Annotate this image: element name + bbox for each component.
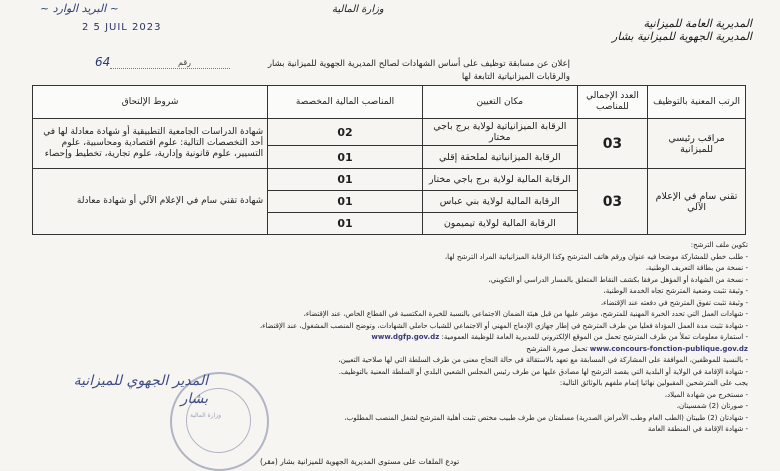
- body-line: [128, 332, 748, 344]
- body-line: - شهادات العمل التي تحدد الخبرة المهنية للمترشح، مؤشر عليها من قبل هيئة الضمان الاجتماعي بالنسبة للخبرة المكتسبة في القطاع الخاص، عند الإقتضاء،: [303, 310, 748, 318]
- header-posts: المناصب المالية المخصصة: [268, 86, 423, 119]
- posts-cell: 02: [268, 119, 423, 146]
- body-line: - شهادة الإقامة في الولاية أو البلدية التي يقصد الترشح لها مصادق عليها من طرف رئيس المجلس الشعبي البلدي أو السلطة المعنية بالتوظيف.: [338, 367, 748, 376]
- header-total: العدد الإجمالي للمناصب: [577, 86, 647, 119]
- body-line: - صورتان (2) شمسيتان،: [676, 402, 748, 410]
- body-line: - شهادتان (2) طبيتان (الطب العام وطب الأمراض الصدرية) مسلمتان من طرف طبيب مختص تثبت أهلية المترشح لشغل المنصب المطلوب،: [344, 413, 748, 422]
- announcement-line-1: إعلان عن مسابقة توظيف على أساس الشهادات لصالح المديرية الجهوية للميزانية بشار: [267, 59, 570, 69]
- announcement: [240, 58, 570, 84]
- directorate-general: المديرية العامة للميزانية: [643, 17, 752, 30]
- jobs-table: [32, 85, 746, 235]
- body-line: - نسخة من الشهادة أو المؤهل مرفقا بكشف النقاط المتعلق بالمسار الدراسي أو التكويني،: [488, 275, 748, 284]
- body-line: تكوين ملف الترشح:: [690, 241, 748, 249]
- signature-line-2: بشار: [180, 391, 208, 407]
- ministry-title: وزارة المالية: [332, 4, 384, 15]
- body-line: [128, 344, 748, 356]
- footer-note: تودع الملفات على مستوى المديرية الجهوية للميزانية بشار (مقر): [260, 457, 460, 466]
- directorate-header: [612, 17, 752, 43]
- seal-ring-text: وزارة المالية: [190, 412, 222, 419]
- header-place: مكان التعيين: [422, 86, 577, 119]
- dotted-line: [110, 68, 230, 69]
- signature-line-1: المدير الجهوي للميزانية: [73, 373, 208, 389]
- body-line: - وثيقة تثبت تفوق المترشح في دفعته عند الإقتضاء،: [600, 298, 748, 307]
- rank-cell: تقني سام في الإعلام الآلي: [648, 169, 746, 235]
- posts-cell: 01: [268, 169, 423, 191]
- form-suffix: تحمل صورة المترشح: [526, 344, 588, 353]
- signature-stamp: [58, 372, 208, 464]
- announcement-line-2: والرقابات الميزانياتية التابعة لها: [461, 72, 570, 82]
- place-cell: الرقابة المالية لولاية تيميمون: [422, 213, 577, 235]
- place-cell: الرقابة الميزانياتية لولاية برج باجي مختار: [422, 119, 577, 146]
- body-line: - بالنسبة للموظفين، الموافقة على المشاركة في المسابقة مع تعهد بالاستقالة في حالة النجاح معنى من طرف السلطة التي لها صلاحية التعيين،: [338, 356, 748, 364]
- posts-cell: 01: [268, 213, 423, 235]
- header-rank: الرتب المعنية بالتوظيف: [648, 86, 746, 119]
- table-row: [33, 169, 746, 191]
- body-line: - مستخرج من شهادة الميلاد،: [664, 390, 748, 399]
- body-line: - وثيقة تثبت وضعية المترشح تجاه الخدمة الوطنية،: [603, 287, 748, 295]
- posts-cell: 01: [268, 191, 423, 213]
- stamp-date: 2 5 JUIL 2023: [82, 22, 162, 33]
- body-line: - شهادة تثبت مدة العمل المؤداة فعليا من طرف المترشح في إطار جهازي الإدماج المهني أو الاجتماعي للشباب حاملي الشهادات، وتوضح المنصب المشغول، عند الإقتضاء،: [259, 321, 748, 330]
- raqm-label: رقم: [178, 58, 192, 67]
- body-line: يجب على المترشحين المقبولين نهائيا إتمام ملفهم بالوثائق التالية:: [559, 379, 748, 387]
- place-cell: الرقابة المالية لولاية برج باجي مختار: [422, 169, 577, 191]
- body-line: - طلب خطي للمشاركة موضحا فيه عنوان ورقم هاتف المترشح وكذا الرقابة الميزانياتية المراد الترشح لها،: [444, 252, 748, 261]
- table-header-row: [33, 86, 746, 119]
- conditions-cell: شهادة تقني سام في الإعلام الآلي أو شهادة معادلة: [33, 169, 268, 235]
- header-conditions: شروط الإلتحاق: [33, 86, 268, 119]
- stamp-line: ~ البريد الوارد ~: [40, 2, 119, 15]
- body-line: - شهادة الإقامة في المنطقة العامة: [647, 425, 748, 433]
- rank-cell: مراقب رئيسي للميزانية: [648, 119, 746, 169]
- posts-cell: 01: [268, 146, 423, 169]
- directorate-regional: المديرية الجهوية للميزانية بشار: [612, 30, 752, 43]
- url-dgfp[interactable]: www.dgfp.gov.dz: [371, 333, 440, 341]
- conditions-cell: شهادة الدراسات الجامعية التطبيقية أو شهادة معادلة لها في أحد التخصصات التالية: علوم اقتصادية ومحاسبية، علوم التسيير، علوم قانونية وإدارية، علوم تجارية، تخطيط وإحصاء: [33, 119, 268, 169]
- total-cell: 03: [577, 119, 647, 169]
- form-line: - استمارة معلومات تملأ من طرف المترشح تحمل من الموقع الإلكتروني للمديرية العامة للوظيفة العمومية:: [441, 333, 748, 341]
- body-line: - نسخة من بطاقة التعريف الوطنية،: [645, 264, 748, 272]
- received-stamp: [22, 0, 172, 48]
- total-cell: 03: [577, 169, 647, 235]
- place-cell: الرقابة المالية لولاية بني عباس: [422, 191, 577, 213]
- stamp-mark: 64: [95, 55, 111, 69]
- place-cell: الرقابة الميزانياتية لملحقة إقلي: [422, 146, 577, 169]
- table-row: [33, 119, 746, 146]
- url-concours[interactable]: www.concours-fonction-publique.gov.dz: [589, 344, 748, 353]
